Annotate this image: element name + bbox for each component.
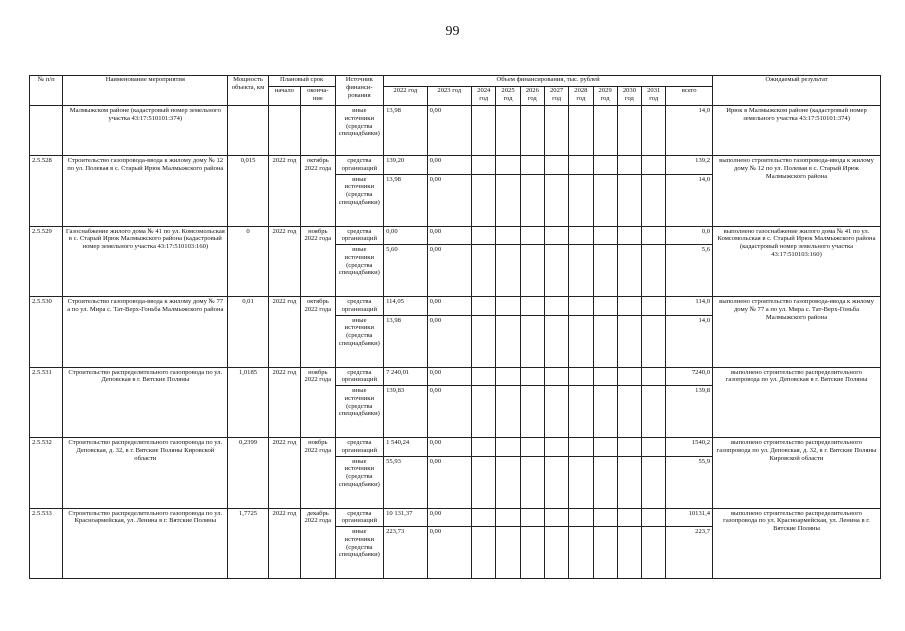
cell-2031 bbox=[642, 456, 666, 508]
cell-2029 bbox=[593, 367, 617, 386]
cell-2022: 13,98 bbox=[384, 106, 428, 156]
table-header bbox=[30, 76, 881, 106]
cell-2028 bbox=[569, 226, 593, 245]
cell-2024 bbox=[472, 456, 496, 508]
cell-2026 bbox=[520, 315, 544, 367]
header-year-2028: 2028 год bbox=[569, 87, 593, 106]
cell-2030 bbox=[617, 106, 641, 156]
cell-2024 bbox=[472, 245, 496, 297]
cell-start: 2022 год bbox=[268, 508, 300, 579]
cell-power: 0,2399 bbox=[228, 438, 268, 509]
cell-total: 55,9 bbox=[666, 456, 713, 508]
header-year-2027: 2027 год bbox=[544, 87, 568, 106]
page-number: 99 bbox=[445, 24, 460, 39]
cell-total: 114,0 bbox=[666, 297, 713, 316]
cell-2028 bbox=[569, 106, 593, 156]
financing-table bbox=[29, 75, 881, 579]
cell-2025 bbox=[496, 106, 520, 156]
cell-result: выполнено строительство газопровода-ввода к жилому дому № 77 а по ул. Мира с. Тат-Верх-Гоньба Малмыжского района bbox=[713, 297, 881, 368]
cell-name: Строительство газопровода-ввода к жилому дому № 12 по ул. Полевая в с. Старый Ирюк Малмыжского района bbox=[63, 156, 228, 227]
cell-2031 bbox=[642, 156, 666, 175]
table-row bbox=[30, 508, 881, 527]
cell-2028 bbox=[569, 386, 593, 438]
cell-2023: 0,00 bbox=[427, 438, 472, 457]
header-year-2022: 2022 год bbox=[384, 87, 428, 106]
cell-2025 bbox=[496, 245, 520, 297]
cell-2030 bbox=[617, 527, 641, 579]
cell-total: 14,0 bbox=[666, 174, 713, 226]
cell-2026 bbox=[520, 174, 544, 226]
cell-2025 bbox=[496, 456, 520, 508]
cell-total: 10131,4 bbox=[666, 508, 713, 527]
cell-2024 bbox=[472, 508, 496, 527]
cell-2030 bbox=[617, 245, 641, 297]
cell-2028 bbox=[569, 527, 593, 579]
cell-2025 bbox=[496, 386, 520, 438]
cell-name: Строительство распределительного газопровода по ул. Деповская, д. 32, в г. Вятские Поляны Кировской области bbox=[63, 438, 228, 509]
cell-2030 bbox=[617, 156, 641, 175]
cell-total: 223,7 bbox=[666, 527, 713, 579]
cell-2031 bbox=[642, 367, 666, 386]
cell-2024 bbox=[472, 367, 496, 386]
cell-start: 2022 год bbox=[268, 156, 300, 227]
cell-num: 2.5.531 bbox=[30, 367, 63, 438]
cell-start: 2022 год bbox=[268, 367, 300, 438]
cell-2024 bbox=[472, 386, 496, 438]
cell-source: иные источники (средства спецнадбавки) bbox=[335, 245, 384, 297]
cell-end bbox=[301, 106, 335, 156]
cell-num: 2.5.532 bbox=[30, 438, 63, 509]
cell-2030 bbox=[617, 456, 641, 508]
cell-2026 bbox=[520, 386, 544, 438]
cell-2023: 0,00 bbox=[427, 527, 472, 579]
cell-2022: 7 240,01 bbox=[384, 367, 428, 386]
cell-2031 bbox=[642, 297, 666, 316]
cell-2026 bbox=[520, 527, 544, 579]
header-term-start: начало bbox=[268, 87, 300, 106]
cell-source: иные источники (средства спецнадбавки) bbox=[335, 386, 384, 438]
cell-2030 bbox=[617, 226, 641, 245]
header-year-2025: 2025 год bbox=[496, 87, 520, 106]
cell-2024 bbox=[472, 438, 496, 457]
cell-2025 bbox=[496, 315, 520, 367]
cell-start: 2022 год bbox=[268, 297, 300, 368]
cell-num: 2.5.533 bbox=[30, 508, 63, 579]
cell-2024 bbox=[472, 315, 496, 367]
cell-2023: 0,00 bbox=[427, 174, 472, 226]
cell-result: выполнено строительство распределительного газопровода по ул. Деповская в г. Вятские Поляны bbox=[713, 367, 881, 438]
cell-2031 bbox=[642, 174, 666, 226]
table-body bbox=[30, 106, 881, 579]
cell-result: выполнено газоснабжение жилого дома № 41 по ул. Комсомольская в с. Старый Ирюк Малмыжского района (кадастровый номер земельного участка 43:17:510103:160) bbox=[713, 226, 881, 297]
cell-2028 bbox=[569, 456, 593, 508]
cell-name: Газоснабжение жилого дома № 41 по ул. Комсомольская в с. Старый Ирюк Малмыжского района (кадастровый номер земельного участка 43:17:510103:160) bbox=[63, 226, 228, 297]
cell-source: иные источники (средства спецнадбавки) bbox=[335, 315, 384, 367]
cell-2030 bbox=[617, 315, 641, 367]
cell-2029 bbox=[593, 456, 617, 508]
cell-total: 1540,2 bbox=[666, 438, 713, 457]
cell-source: иные источники (средства спецнадбавки) bbox=[335, 527, 384, 579]
cell-power: 0 bbox=[228, 226, 268, 297]
cell-2029 bbox=[593, 245, 617, 297]
cell-result: выполнено строительство распределительного газопровода по ул. Деповская, д. 32, в г. Вятские Поляны Кировской области bbox=[713, 438, 881, 509]
cell-2028 bbox=[569, 174, 593, 226]
cell-end: декабрь 2022 года bbox=[301, 508, 335, 579]
cell-2027 bbox=[544, 226, 568, 245]
continuation-row bbox=[30, 106, 881, 156]
cell-2025 bbox=[496, 156, 520, 175]
cell-end: ноябрь 2022 года bbox=[301, 367, 335, 438]
cell-2027 bbox=[544, 438, 568, 457]
header-year-2026: 2026 год bbox=[520, 87, 544, 106]
cell-2029 bbox=[593, 508, 617, 527]
cell-2022: 1 540,24 bbox=[384, 438, 428, 457]
cell-num bbox=[30, 106, 63, 156]
cell-2022: 139,83 bbox=[384, 386, 428, 438]
header-year-2031: 2031 год bbox=[642, 87, 666, 106]
cell-2029 bbox=[593, 297, 617, 316]
cell-start: 2022 год bbox=[268, 438, 300, 509]
cell-2027 bbox=[544, 156, 568, 175]
cell-2027 bbox=[544, 315, 568, 367]
cell-2029 bbox=[593, 315, 617, 367]
cell-2025 bbox=[496, 527, 520, 579]
cell-2026 bbox=[520, 438, 544, 457]
cell-2023: 0,00 bbox=[427, 156, 472, 175]
cell-2030 bbox=[617, 508, 641, 527]
cell-2029 bbox=[593, 106, 617, 156]
cell-2026 bbox=[520, 226, 544, 245]
header-name: Наименование мероприятия bbox=[63, 76, 228, 106]
cell-2029 bbox=[593, 156, 617, 175]
cell-source: иные источники (средства спецнадбавки) bbox=[335, 174, 384, 226]
cell-source: средства организаций bbox=[335, 367, 384, 386]
cell-2022: 10 131,37 bbox=[384, 508, 428, 527]
cell-2027 bbox=[544, 456, 568, 508]
cell-total: 0,0 bbox=[666, 226, 713, 245]
header-result: Ожидаемый результат bbox=[713, 76, 881, 106]
cell-power: 1,7725 bbox=[228, 508, 268, 579]
header-term: Плановый срок bbox=[268, 76, 335, 87]
cell-2022: 139,20 bbox=[384, 156, 428, 175]
cell-name: Строительство распределительного газопровода по ул. Деповская в г. Вятские Поляны bbox=[63, 367, 228, 438]
cell-end: октябрь 2022 года bbox=[301, 156, 335, 227]
cell-2026 bbox=[520, 245, 544, 297]
cell-2023: 0,00 bbox=[427, 297, 472, 316]
cell-2027 bbox=[544, 297, 568, 316]
cell-2026 bbox=[520, 367, 544, 386]
cell-name: Строительство распределительного газопровода по ул. Красноармейская, ул. Ленина в г. Вятские Поляны bbox=[63, 508, 228, 579]
table-row bbox=[30, 156, 881, 175]
cell-start: 2022 год bbox=[268, 226, 300, 297]
cell-2022: 55,93 bbox=[384, 456, 428, 508]
cell-2023: 0,00 bbox=[427, 386, 472, 438]
cell-name: Малмыжском районе (кадастровый номер земельного участка 43:17:510101:374) bbox=[63, 106, 228, 156]
cell-2030 bbox=[617, 438, 641, 457]
cell-2031 bbox=[642, 527, 666, 579]
cell-2027 bbox=[544, 386, 568, 438]
cell-2031 bbox=[642, 315, 666, 367]
header-total: всего bbox=[666, 87, 713, 106]
header-year-2030: 2030 год bbox=[617, 87, 641, 106]
cell-2025 bbox=[496, 367, 520, 386]
cell-num: 2.5.528 bbox=[30, 156, 63, 227]
cell-2025 bbox=[496, 508, 520, 527]
cell-2023: 0,00 bbox=[427, 508, 472, 527]
cell-2029 bbox=[593, 527, 617, 579]
cell-2031 bbox=[642, 106, 666, 156]
cell-2026 bbox=[520, 106, 544, 156]
cell-2027 bbox=[544, 106, 568, 156]
table-row bbox=[30, 438, 881, 457]
cell-2029 bbox=[593, 386, 617, 438]
cell-2026 bbox=[520, 297, 544, 316]
cell-source: средства организаций bbox=[335, 297, 384, 316]
cell-total: 14,0 bbox=[666, 106, 713, 156]
cell-result: выполнено строительство распределительного газопровода по ул. Красноармейская, ул. Ленина в г. Вятские Поляны bbox=[713, 508, 881, 579]
cell-source: средства организаций bbox=[335, 508, 384, 527]
cell-2023: 0,00 bbox=[427, 226, 472, 245]
cell-2028 bbox=[569, 245, 593, 297]
cell-2025 bbox=[496, 174, 520, 226]
cell-2022: 223,73 bbox=[384, 527, 428, 579]
cell-2028 bbox=[569, 297, 593, 316]
cell-2023: 0,00 bbox=[427, 245, 472, 297]
cell-2027 bbox=[544, 508, 568, 527]
cell-2030 bbox=[617, 174, 641, 226]
cell-total: 14,0 bbox=[666, 315, 713, 367]
cell-2030 bbox=[617, 297, 641, 316]
cell-2028 bbox=[569, 508, 593, 527]
cell-num: 2.5.530 bbox=[30, 297, 63, 368]
cell-2022: 13,98 bbox=[384, 174, 428, 226]
cell-2027 bbox=[544, 367, 568, 386]
cell-2023: 0,00 bbox=[427, 106, 472, 156]
cell-power: 0,01 bbox=[228, 297, 268, 368]
cell-2027 bbox=[544, 527, 568, 579]
cell-2025 bbox=[496, 297, 520, 316]
cell-2023: 0,00 bbox=[427, 456, 472, 508]
cell-2022: 5,60 bbox=[384, 245, 428, 297]
cell-2023: 0,00 bbox=[427, 367, 472, 386]
cell-2028 bbox=[569, 315, 593, 367]
cell-total: 7240,0 bbox=[666, 367, 713, 386]
cell-2024 bbox=[472, 226, 496, 245]
cell-name: Строительство газопровода-ввода к жилому дому № 77 а по ул. Мира с. Тат-Верх-Гоньба Малмыжского района bbox=[63, 297, 228, 368]
cell-source: средства организаций bbox=[335, 226, 384, 245]
cell-result: выполнено строительство газопровода-ввода к жилому дому № 12 по ул. Полевая в с. Старый Ирюк Малмыжского района bbox=[713, 156, 881, 227]
cell-2024 bbox=[472, 156, 496, 175]
cell-2031 bbox=[642, 386, 666, 438]
cell-end: ноябрь 2022 года bbox=[301, 438, 335, 509]
header-term-end: оконча-ние bbox=[301, 87, 335, 106]
cell-end: октябрь 2022 года bbox=[301, 297, 335, 368]
header-year-2029: 2029 год bbox=[593, 87, 617, 106]
header-funding: Объем финансирования, тыс. рублей bbox=[384, 76, 713, 87]
table-row bbox=[30, 297, 881, 316]
cell-2031 bbox=[642, 438, 666, 457]
cell-2026 bbox=[520, 508, 544, 527]
cell-source: средства организаций bbox=[335, 438, 384, 457]
header-year-2023: 2023 год bbox=[427, 87, 472, 106]
cell-power: 0,015 bbox=[228, 156, 268, 227]
cell-2028 bbox=[569, 367, 593, 386]
cell-num: 2.5.529 bbox=[30, 226, 63, 297]
cell-2022: 13,98 bbox=[384, 315, 428, 367]
cell-2029 bbox=[593, 438, 617, 457]
cell-2025 bbox=[496, 438, 520, 457]
cell-source: иные источники (средства спецнадбавки) bbox=[335, 106, 384, 156]
cell-2027 bbox=[544, 174, 568, 226]
cell-2022: 114,05 bbox=[384, 297, 428, 316]
cell-2028 bbox=[569, 156, 593, 175]
cell-total: 139,8 bbox=[666, 386, 713, 438]
cell-power bbox=[228, 106, 268, 156]
header-num: № п/п bbox=[30, 76, 63, 106]
cell-2024 bbox=[472, 297, 496, 316]
cell-2024 bbox=[472, 174, 496, 226]
cell-total: 139,2 bbox=[666, 156, 713, 175]
cell-2031 bbox=[642, 226, 666, 245]
cell-2029 bbox=[593, 174, 617, 226]
cell-2027 bbox=[544, 245, 568, 297]
cell-source: средства организаций bbox=[335, 156, 384, 175]
cell-power: 1,0185 bbox=[228, 367, 268, 438]
cell-2031 bbox=[642, 245, 666, 297]
table-row bbox=[30, 367, 881, 386]
header-year-2024: 2024 год bbox=[472, 87, 496, 106]
cell-start bbox=[268, 106, 300, 156]
cell-2024 bbox=[472, 106, 496, 156]
table-row bbox=[30, 226, 881, 245]
cell-2025 bbox=[496, 226, 520, 245]
header-power: Мощность объекта, км bbox=[228, 76, 268, 106]
cell-2023: 0,00 bbox=[427, 315, 472, 367]
cell-2026 bbox=[520, 156, 544, 175]
cell-2026 bbox=[520, 456, 544, 508]
cell-end: ноябрь 2022 года bbox=[301, 226, 335, 297]
cell-source: иные источники (средства спецнадбавки) bbox=[335, 456, 384, 508]
cell-2029 bbox=[593, 226, 617, 245]
cell-2024 bbox=[472, 527, 496, 579]
cell-2028 bbox=[569, 438, 593, 457]
cell-result: Ирюк в Малмыжском районе (кадастровый номер земельного участка 43:17:510101:374) bbox=[713, 106, 881, 156]
cell-2031 bbox=[642, 508, 666, 527]
cell-total: 5,6 bbox=[666, 245, 713, 297]
cell-2030 bbox=[617, 367, 641, 386]
cell-2022: 0,00 bbox=[384, 226, 428, 245]
cell-2030 bbox=[617, 386, 641, 438]
header-source: Источник финанси-рования bbox=[335, 76, 384, 106]
